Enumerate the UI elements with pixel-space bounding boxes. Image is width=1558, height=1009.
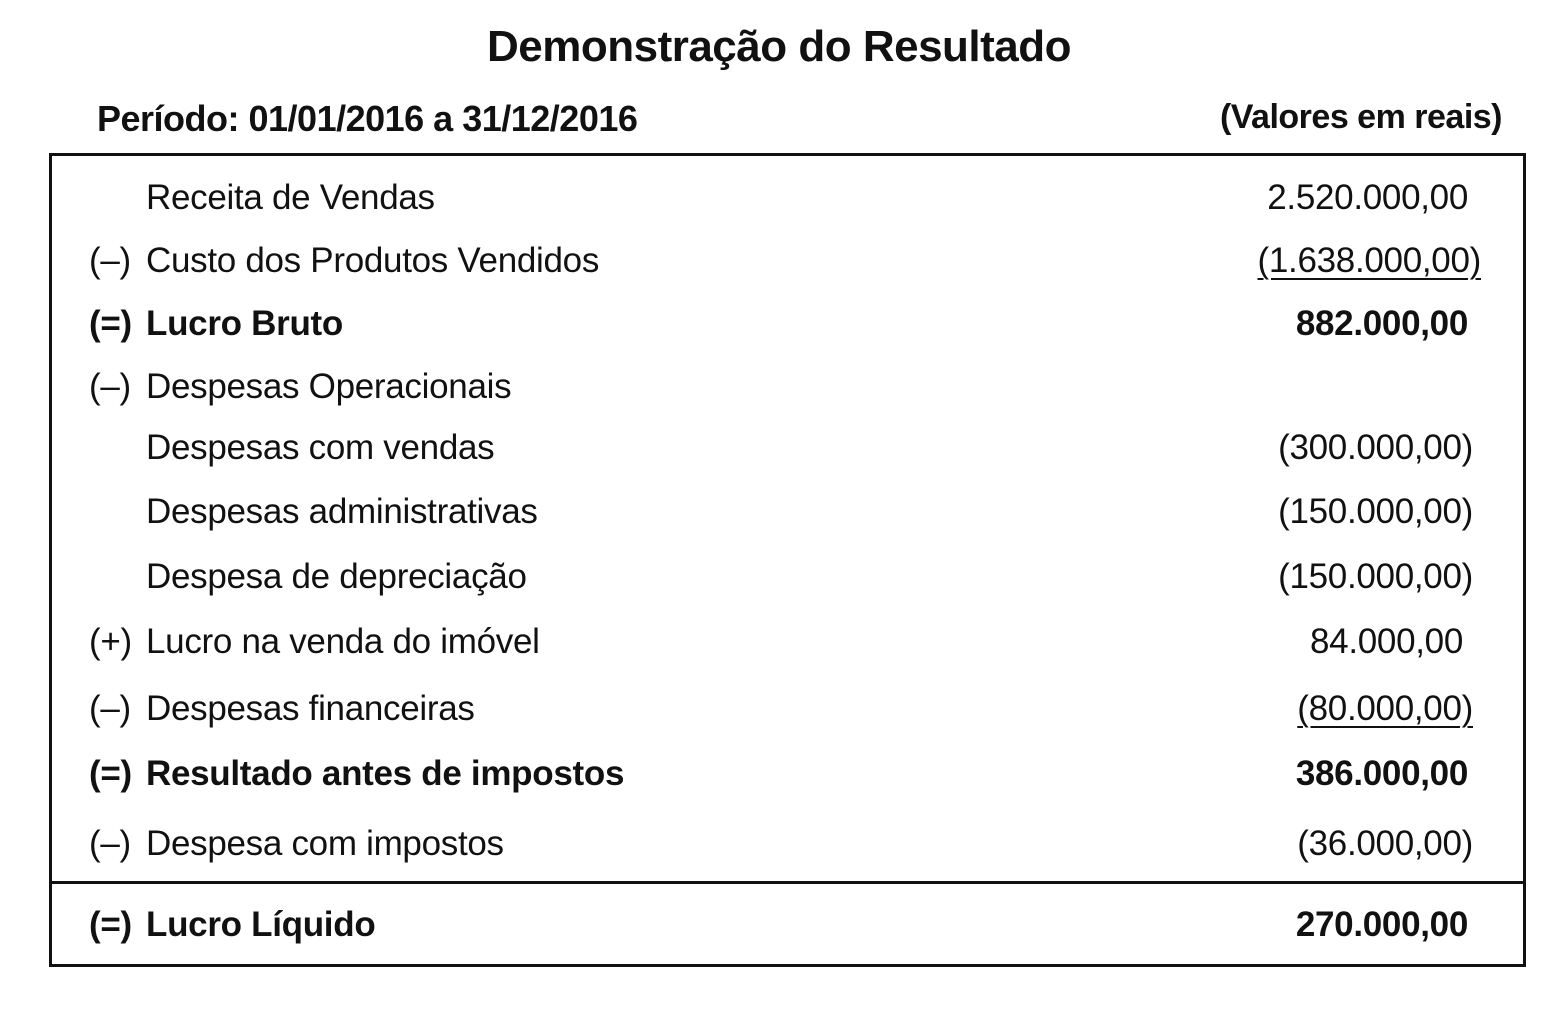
statement-row (52, 300, 1523, 348)
statement-row (52, 750, 1523, 798)
row-label: Despesas Operacionais (146, 367, 512, 406)
statement-row (52, 174, 1523, 222)
row-value: (150.000,00) (1278, 557, 1473, 596)
row-label: Custo dos Produtos Vendidos (146, 241, 600, 280)
statement-row (52, 820, 1523, 868)
row-operator: (–) (89, 689, 131, 728)
row-operator: (=) (89, 905, 132, 944)
statement-row (52, 363, 1523, 411)
row-value: (80.000,00) (1297, 689, 1473, 728)
row-value: (36.000,00) (1297, 824, 1473, 863)
period-label: Período: 01/01/2016 a 31/12/2016 (97, 98, 638, 139)
statement-row (52, 685, 1523, 733)
row-operator: (–) (89, 824, 131, 863)
row-value: 386.000,00 (1295, 754, 1468, 793)
row-label: Despesa de depreciação (146, 557, 527, 596)
row-operator: (=) (89, 304, 132, 343)
row-label: Despesa com impostos (146, 824, 504, 863)
row-value: (150.000,00) (1278, 492, 1473, 531)
row-label: Lucro na venda do imóvel (146, 622, 540, 661)
statement-row (52, 553, 1523, 601)
row-value: 882.000,00 (1295, 304, 1468, 343)
row-operator: (–) (89, 367, 131, 406)
total-row (52, 901, 1523, 949)
statement-row (52, 618, 1523, 666)
row-label: Receita de Vendas (146, 178, 435, 217)
row-label: Despesas financeiras (146, 689, 475, 728)
row-value: 2.520.000,00 (1267, 178, 1468, 217)
row-value: (300.000,00) (1278, 428, 1473, 467)
units-label: (Valores em reais) (1219, 98, 1502, 136)
statement-row (52, 424, 1523, 472)
statement-row (52, 237, 1523, 285)
row-label: Lucro Líquido (146, 905, 376, 944)
row-label: Despesas administrativas (146, 492, 538, 531)
row-label: Resultado antes de impostos (146, 754, 625, 793)
row-operator: (=) (89, 754, 132, 793)
row-label: Lucro Bruto (146, 304, 343, 343)
row-value: 270.000,00 (1295, 905, 1468, 944)
document-title: Demonstração do Resultado (486, 22, 1072, 71)
total-divider (52, 881, 1523, 884)
row-operator: (+) (89, 622, 132, 661)
row-label: Despesas com vendas (146, 428, 495, 467)
row-value: 84.000,00 (1309, 622, 1463, 661)
row-value: (1.638.000,00) (1257, 241, 1481, 280)
income-statement-box (49, 153, 1526, 967)
row-operator: (–) (89, 241, 131, 280)
statement-row (52, 488, 1523, 536)
